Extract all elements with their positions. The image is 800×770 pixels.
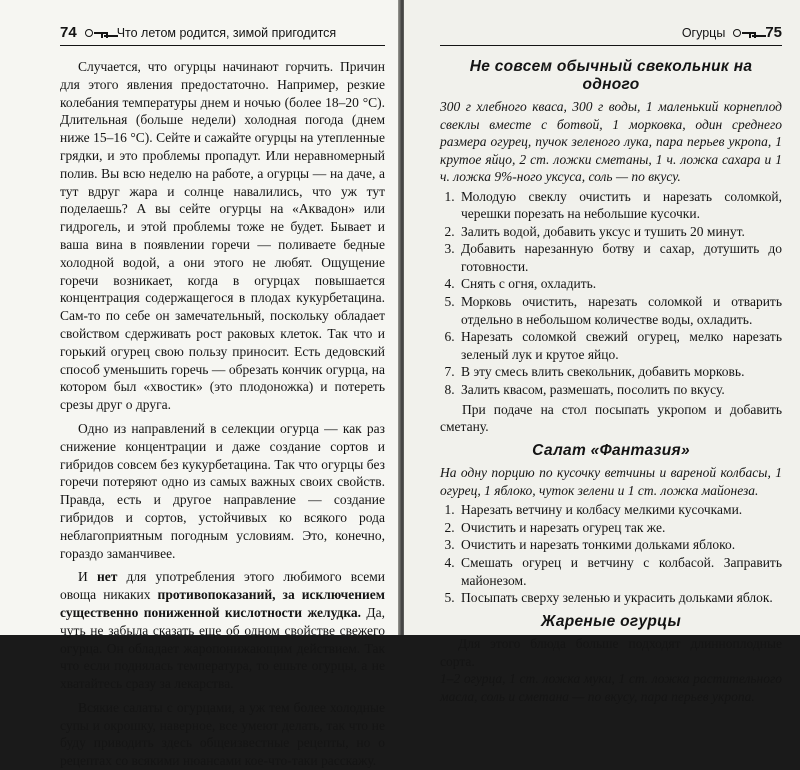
recipe-step: 4. Смешать огурец и ветчину с колбасой. Заправить майонезом.: [458, 554, 782, 589]
paragraph: Одно из направлений в селекции огурца — как раз снижение концентрации и даже создание сортов и гибридов совсем без кукурбетацина. Так что огурцы без горечи потеряют одно из самых важных своих свойств. Правда, есть и другое направление — создание гибридов и сортов, устойчивых ко всякого рода неблагоприятным погодным условиям. Это, конечно, гораздо заманчивее.: [60, 420, 385, 561]
running-head-left: [60, 24, 385, 46]
recipe-step: 4. Снять с огня, охладить.: [458, 275, 782, 293]
left-page: [0, 0, 400, 769]
recipe-ingredients: 300 г хлебного кваса, 300 г воды, 1 маленький корнеплод свеклы вместе с ботвой, 1 морковка, один среднего размера огурец, пучок зеленого лука, пара перьев укропа, 1 крутое яйцо, 2 ст. ложки сметаны, 1 ч. ложка сахара и 1 ч. ложка 9%-ного уксуса, соль — по вкусу.: [440, 99, 782, 184]
recipe-step: 5. Морковь очистить, нарезать соломкой и отварить отдельно в небольшом количестве воды, охладить.: [458, 293, 782, 328]
right-page: [404, 0, 800, 704]
bold-text: противопоказаний, за исключением существенно пониженной кислотности желудка.: [60, 587, 385, 620]
recipe-step: 1. Молодую свеклу очистить и нарезать соломкой, черешки порезать на небольшие кусочки.: [458, 188, 782, 223]
recipe-intro: Для этого блюда больше подходят длинноплодные сорта.: [440, 635, 782, 669]
recipe-ingredients: 1–2 огурца, 1 ст. ложка муки, 1 ст. ложка растительного масла, соль и сметана — по вкусу, пара перьев укропа.: [440, 671, 782, 704]
text-run: И: [78, 569, 97, 585]
text-run: для употребления этого любимого всеми овоща никаких: [60, 569, 385, 603]
running-title: Что летом родится, зимой пригодится: [116, 25, 337, 40]
recipe-note: При подаче на стол посыпать укропом и добавить сметану.: [440, 401, 782, 435]
recipe-title: Не совсем обычный свекольник на одного: [469, 58, 753, 93]
running-head-right: [440, 24, 782, 46]
recipe-title: Жареные огурцы: [540, 612, 682, 630]
recipe-step: 2. Залить водой, добавить уксус и тушить 20 минут.: [458, 223, 782, 241]
bold-text: нет: [96, 569, 118, 585]
recipe-steps: [440, 501, 782, 607]
recipe-step: 1. Нарезать ветчину и колбасу мелкими кусочками.: [458, 501, 782, 519]
paragraph: Всякие салаты с огурцами, а уж тем более холодные супы и окрошку, наверное, все умеют делать, так что не буду приводить здесь общеизвестные рецепты, но о рецептах со всякими нюансами кое-что-таки расскажу.: [60, 699, 385, 769]
recipe-step: 6. Нарезать соломкой свежий огурец, мелко нарезать зеленый лук и крутое яйцо.: [458, 328, 782, 363]
key-icon: [733, 28, 757, 38]
recipe-step: 8. Залить квасом, размешать, посолить по вкусу.: [458, 381, 782, 399]
recipe-steps: [440, 188, 782, 399]
recipe-step: 3. Добавить нарезанную ботву и сахар, дотушить до готовности.: [458, 240, 782, 275]
recipe-ingredients: На одну порцию по кусочку ветчины и вареной колбасы, 1 огурец, 1 яблоко, чуток зелени и 1 ст. ложка майонеза.: [440, 465, 782, 498]
paragraph: [60, 568, 385, 693]
recipe-step: 2. Очистить и нарезать огурец так же.: [458, 519, 782, 537]
page-number: 75: [765, 24, 782, 41]
text-run: Да, чуть не забыла сказать еще об одном свойстве свежего огурца. Он обладает жаропонижающим действием. Так что если поднялась температура, то ешьте огурцы, а не хватайтесь сразу за лекарства.: [60, 604, 386, 692]
recipe-title: Салат «Фантазия»: [532, 442, 690, 460]
page-number: 74: [60, 24, 77, 41]
running-title: Огурцы: [681, 25, 726, 40]
recipe-step: 7. В эту смесь влить свекольник, добавить морковь.: [458, 363, 782, 381]
recipe-step: 3. Очистить и нарезать тонкими дольками яблоко.: [458, 536, 782, 554]
recipe-step: 5. Посыпать сверху зеленью и украсить дольками яблок.: [458, 589, 782, 607]
paragraph: Случается, что огурцы начинают горчить. Причин для этого явления предостаточно. Например, резкие колебания температуры днем и ночью (более 18–20 °С). Длительная (больше недели) холодная погода (днем ниже 15–16 °С). Сейте и сажайте огурцы на утепленные грядки, и это проблемы пропадут. Или неравномерный полив. Вы всю неделю на работе, а огурцы — на даче, а тут вдруг жара и солнце навалились, что уж тут поделаешь? А вы сейте огурцы на «Аквадон» или гидрогель, и этой проблемы тоже не будет. Бывает и ваша вина в появлении горечи — поливаете бедные холодной водой, а они этого не любят. Ощущение горечи возникает, когда в огурцах повышается концентрация содержащегося в плодах кукурбетацина. Сам-то по себе он замечательный, поскольку обладает свойством сдерживать рост раковых клеток. Так что и горький огурец свою пользу приносит. Есть дедовский способ уменьшить горечь — обрезать кончик огурца, на котором был «хвостик» (это плодоножка) и потереть срезы друг о друга.: [60, 59, 385, 413]
key-icon: [85, 28, 109, 38]
